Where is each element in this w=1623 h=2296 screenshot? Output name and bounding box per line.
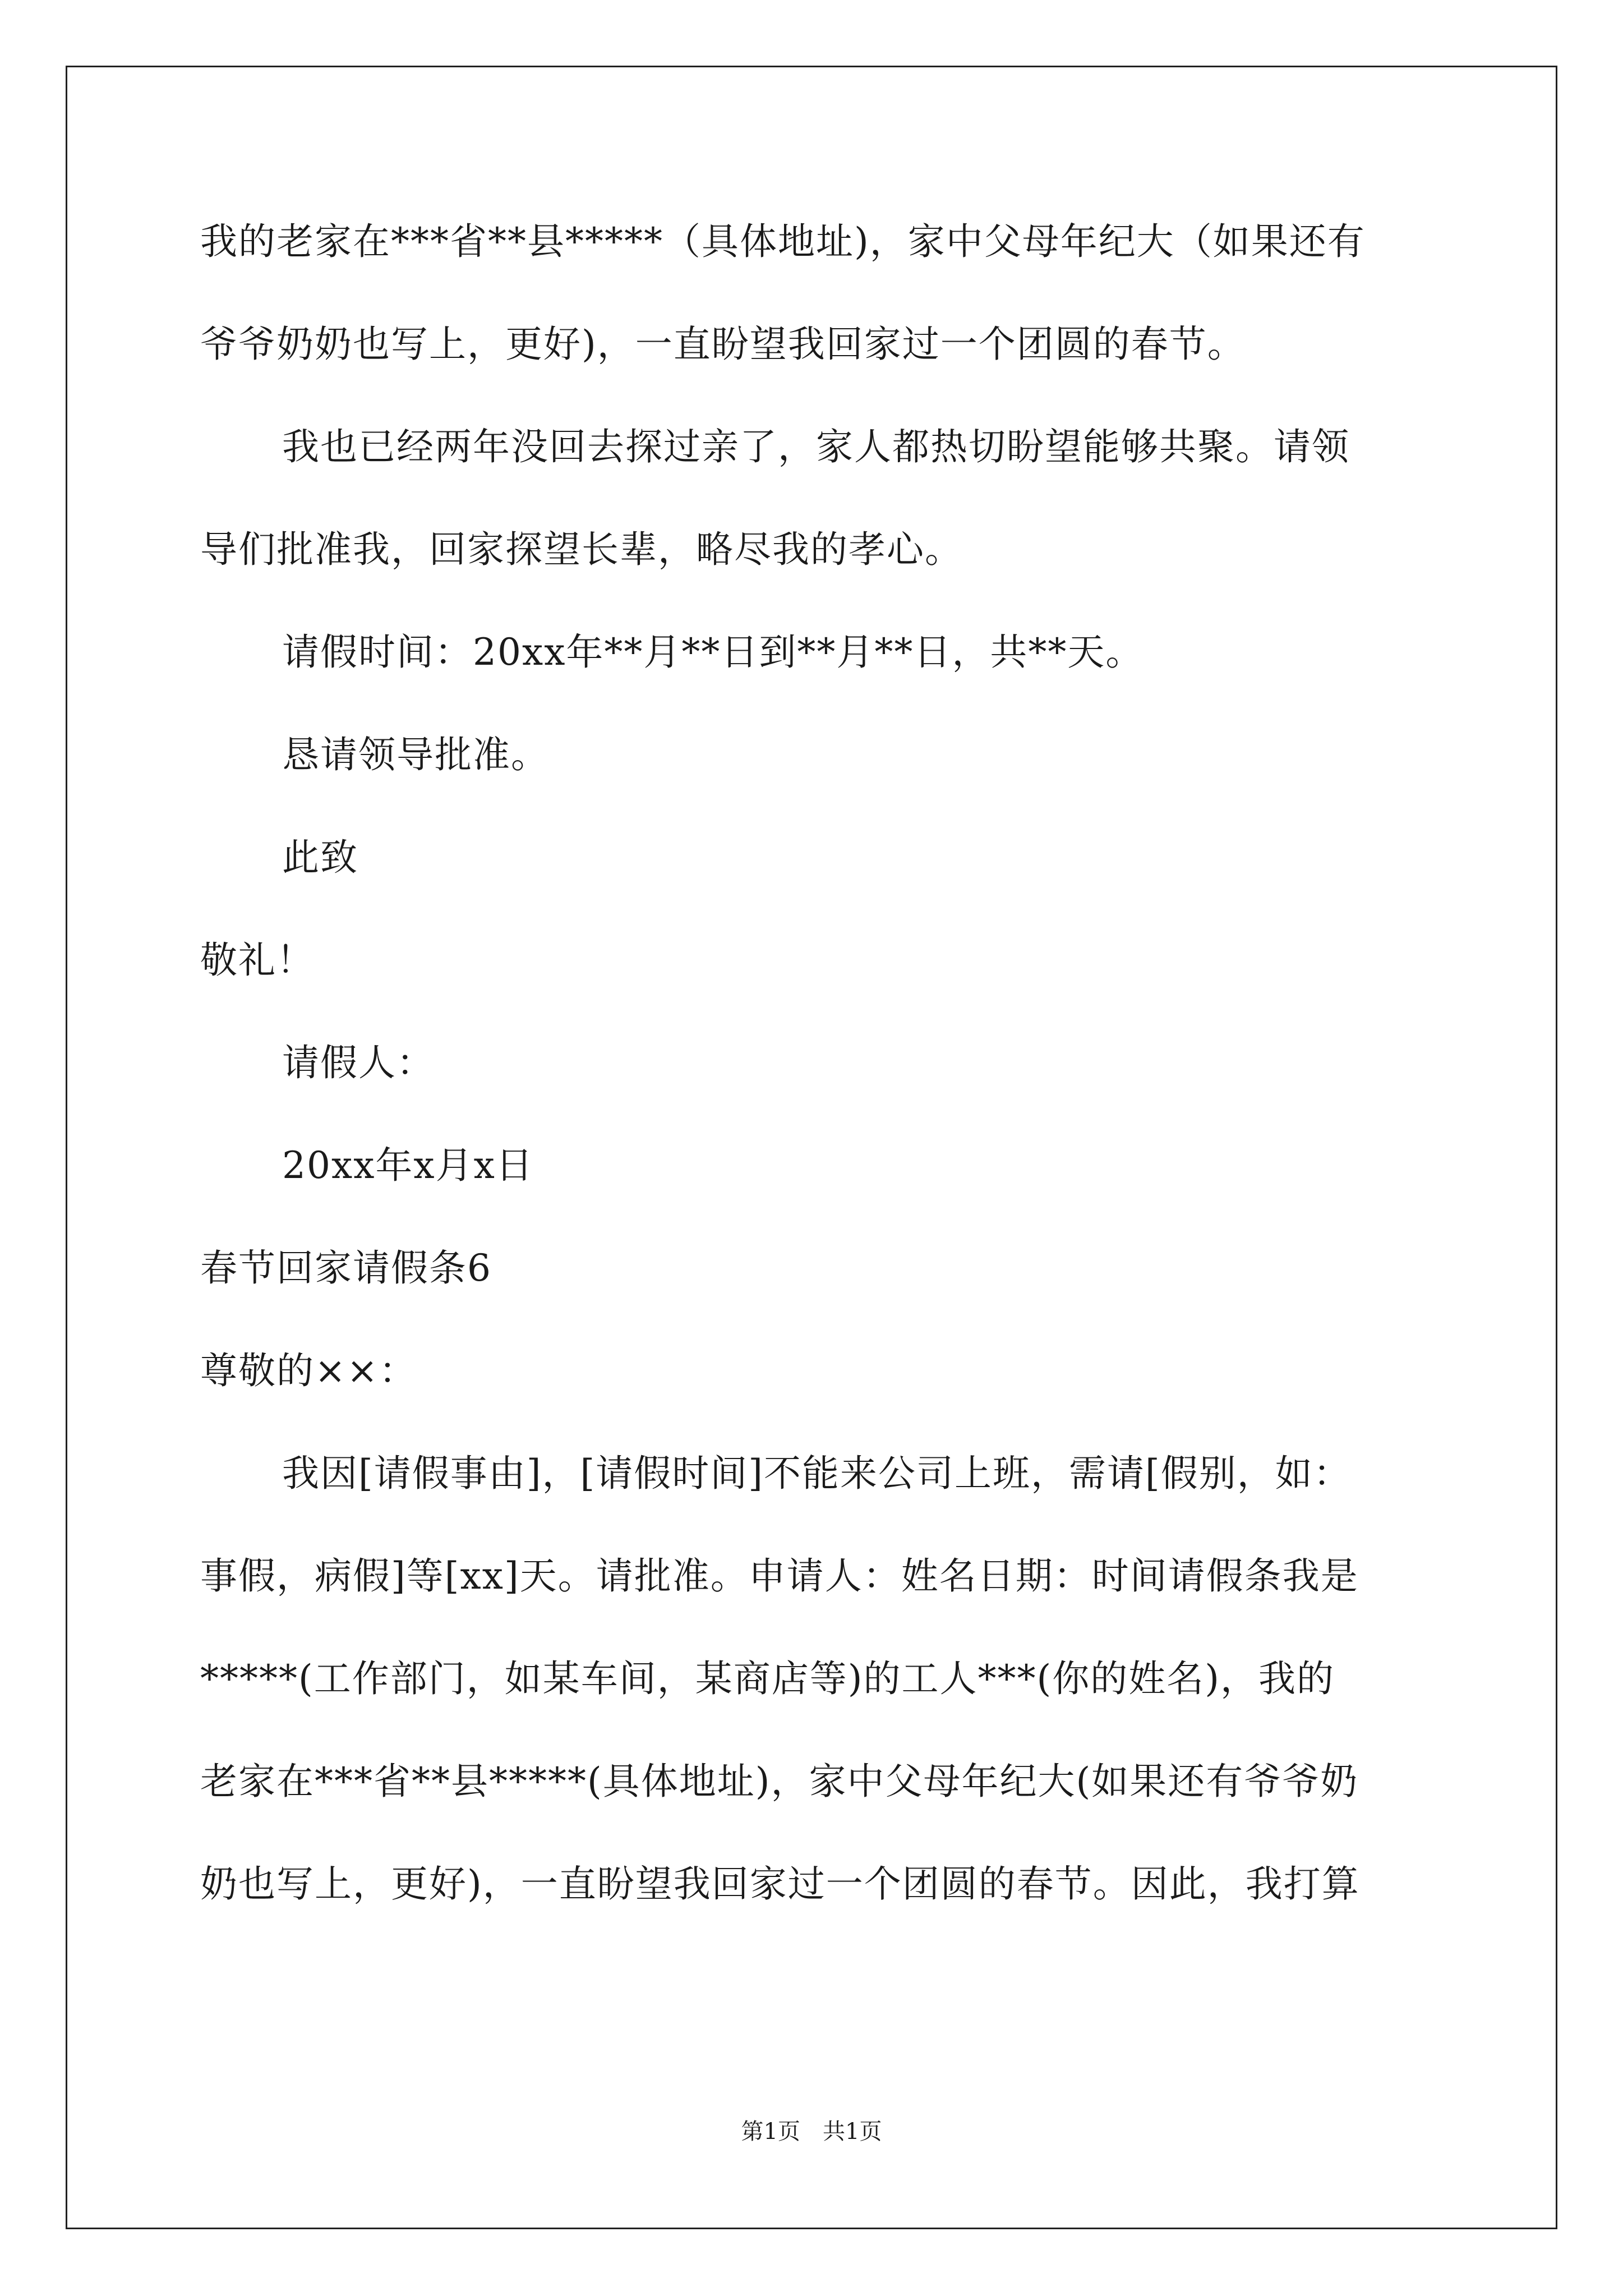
date-line: 20xx年x月x日 (282, 1144, 534, 1187)
body-line-3: 我也已经两年没回去探过亲了，家人都热切盼望能够共聚。请领 (282, 425, 1350, 468)
request-approval-line: 恳请领导批准。 (282, 733, 549, 776)
body-line-14: 事假，病假]等[xx]天。请批准。申请人：姓名日期：时间请假条我是 (200, 1554, 1359, 1598)
document-body (200, 217, 1434, 1962)
body-line-17: 奶也写上，更好)，一直盼望我回家过一个团圆的春节。因此，我打算 (200, 1862, 1360, 1906)
salutation-line: 敬礼！ (200, 938, 315, 982)
body-line-13: 我因[请假事由]，[请假时间]不能来公司上班，需请[假别，如： (282, 1452, 1352, 1495)
body-line-1: 我的老家在***省**县*****（具体地址)，家中父母年纪大（如果还有 (200, 220, 1366, 263)
section-heading: 春节回家请假条6 (200, 1246, 492, 1290)
applicant-line: 请假人： (282, 1041, 435, 1084)
body-line-16: 老家在***省**县*****(具体地址)，家中父母年纪大(如果还有爷爷奶 (200, 1760, 1359, 1803)
leave-period-line: 请假时间：20xx年**月**日到**月**日，共**天。 (282, 631, 1144, 674)
body-line-4: 导们批准我，回家探望长辈，略尽我的孝心。 (200, 528, 963, 571)
body-line-15: *****(工作部门，如某车间，某商店等)的工人***(你的姓名)，我的 (200, 1657, 1335, 1700)
body-line-2: 爷爷奶奶也写上，更好)，一直盼望我回家过一个团圆的春节。 (200, 323, 1246, 366)
closing-line: 此致 (282, 836, 358, 879)
greeting-line: 尊敬的××： (200, 1349, 417, 1392)
page-footer: 第1页 共1页 (741, 2119, 882, 2145)
